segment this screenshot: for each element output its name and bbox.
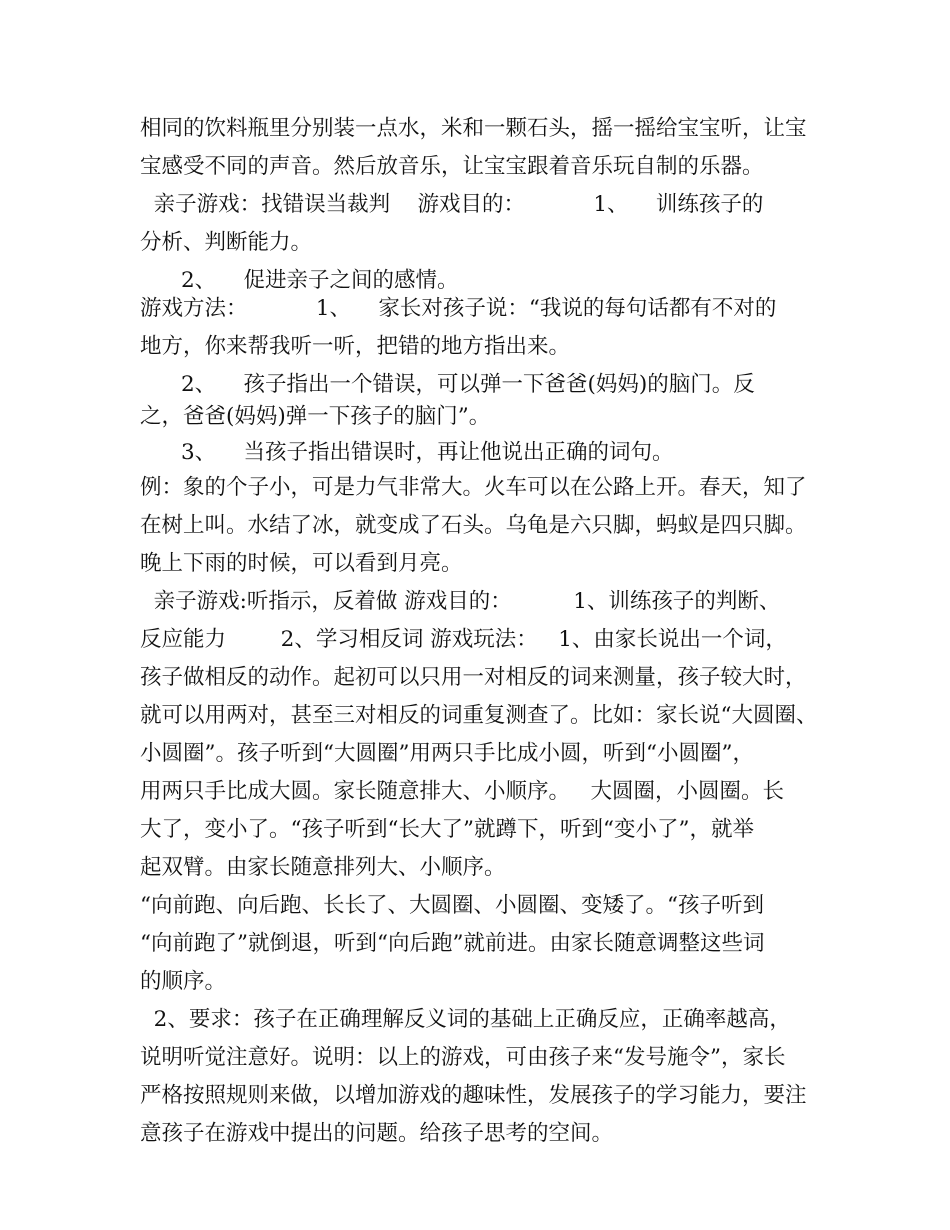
text-line: “向前跑、向后跑、长长了、大圆圈、小圆圈、变矮了。“孩子听到 (140, 893, 764, 918)
text-line: 宝感受不同的声音。然后放音乐，让宝宝跟着音乐玩自制的乐器。 (140, 154, 764, 179)
text-line: 在树上叫。水结了冰，就变成了石头。乌龟是六只脚，蚂蚁是四只脚。 (140, 513, 807, 538)
text-line: 严格按照规则来做，以增加游戏的趣味性，发展孩子的学习能力，要注 (140, 1083, 807, 1108)
text-line: 小圆圈”。孩子听到“大圆圈”用两只手比成小圆，听到“小圆圈”， (140, 741, 754, 766)
text-line: 意孩子在游戏中提出的问题。给孩子思考的空间。 (140, 1121, 614, 1146)
text-line: 孩子做相反的动作。起初可以只用一对相反的词来测量，孩子较大时， (140, 665, 807, 690)
text-line: 之，爸爸(妈妈)弹一下孩子的脑门”。 (140, 404, 491, 429)
text-line: 大了，变小了。“孩子听到“长大了”就蹲下，听到“变小了”，就举 (140, 817, 754, 842)
text-line: 用两只手比成大圆。家长随意排大、小顺序。 大圆圈，小圆圈。长 (140, 779, 785, 804)
text-line: 就可以用两对，甚至三对相反的词重复测查了。比如：家长说“大圆圈、 (140, 703, 818, 728)
text-line: 亲子游戏：找错误当裁判 游戏目的： 1、 训练孩子的 (140, 192, 764, 217)
text-line: 说明听觉注意好。说明：以上的游戏，可由孩子来“发号施令”，家长 (140, 1045, 786, 1070)
text-line: 分析、判断能力。 (140, 230, 313, 255)
text-line: 3、 当孩子指出错误时，再让他说出正确的词句。 (140, 440, 674, 465)
text-line: 反应能力 2、学习相反词 游戏玩法： 1、由家长说出一个词， (140, 627, 787, 652)
text-line: 2、 孩子指出一个错误，可以弹一下爸爸(妈妈)的脑门。反 (140, 372, 755, 397)
text-line: “向前跑了”就倒退，听到“向后跑”就前进。由家长随意调整这些词 (140, 931, 765, 956)
text-line: 晚上下雨的时候，可以看到月亮。 (140, 551, 463, 576)
text-line: 的顺序。 (140, 969, 227, 994)
text-line: 例：象的个子小，可是力气非常大。火车可以在公路上开。春天，知了 (140, 475, 807, 500)
text-line: 2、 促进亲子之间的感情。 (140, 268, 459, 293)
text-line: 地方，你来帮我听一听，把错的地方指出来。 (140, 334, 571, 359)
text-line: 亲子游戏:听指示，反着做 游戏目的： 1、训练孩子的判断、 (140, 589, 781, 614)
text-line: 游戏方法： 1、 家长对孩子说：“我说的每句话都有不对的 (140, 296, 777, 321)
text-line: 起双臂。由家长随意排列大、小顺序。 (140, 855, 506, 880)
text-line: 相同的饮料瓶里分别装一点水，米和一颗石头，摇一摇给宝宝听，让宝 (140, 116, 807, 141)
text-line: 2、要求：孩子在正确理解反义词的基础上正确反应，正确率越高， (140, 1007, 791, 1032)
